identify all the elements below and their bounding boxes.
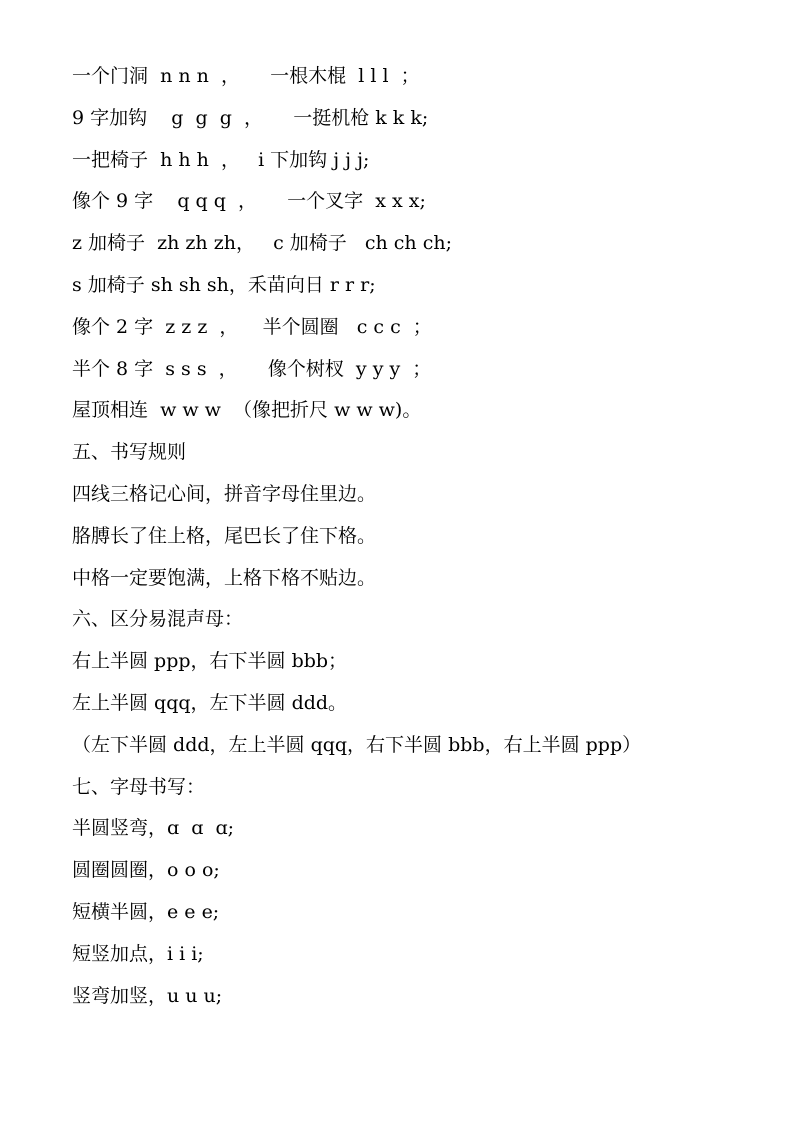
text-line: z 加椅子 zh zh zh， c 加椅子 ch ch ch; [72,232,452,255]
section-heading: 五、书写规则 [72,441,187,464]
text-line: 左上半圆 qqq，左下半圆 ddd。 [72,691,348,714]
section-heading: 六、区分易混声母： [72,608,244,631]
text-line: 半个 8 字 s s s ， 像个树杈 y y y ； [72,357,432,380]
text-line: （左下半圆 ddd，左上半圆 qqq，右下半圆 bbb，右上半圆 ppp） [72,733,642,756]
text-line: 像个 2 字 z z z ， 半个圆圈 c c c ； [72,315,432,338]
text-line: 一个门洞 n n n ， 一根木棍 l l l ； [72,65,420,87]
text-line: 右上半圆 ppp，右下半圆 bbb； [72,650,348,673]
text-line: 一把椅子 h h h ， i 下加钩 j j j; [72,148,370,171]
text-line: 半圆竖弯，ɑ ɑ ɑ; [72,817,235,840]
text-line: 竖弯加竖，u u u; [72,984,223,1007]
text-line: 像个 9 字 q q q ， 一个叉字 x x x; [72,190,426,213]
text-line: 短横半圆，e e e; [72,900,220,923]
text-line: 圆圈圆圈，o o o; [72,859,220,882]
text-line: 9 字加钩 g g g ， 一挺机枪 k k k; [72,106,429,129]
section-heading: 七、字母书写： [72,775,206,798]
text-line: s 加椅子 sh sh sh，禾苗向日 r r r; [72,273,376,296]
text-line: 胳膊长了住上格，尾巴长了住下格。 [72,524,377,547]
text-line: 屋顶相连 w w w （像把折尺 w w w)。 [72,399,422,422]
text-line: 四线三格记心间，拼音字母住里边。 [72,482,377,505]
text-line: 中格一定要饱满，上格下格不贴边。 [72,566,377,589]
document-page [72,56,772,1017]
text-line: 短竖加点，i i i; [72,942,204,965]
